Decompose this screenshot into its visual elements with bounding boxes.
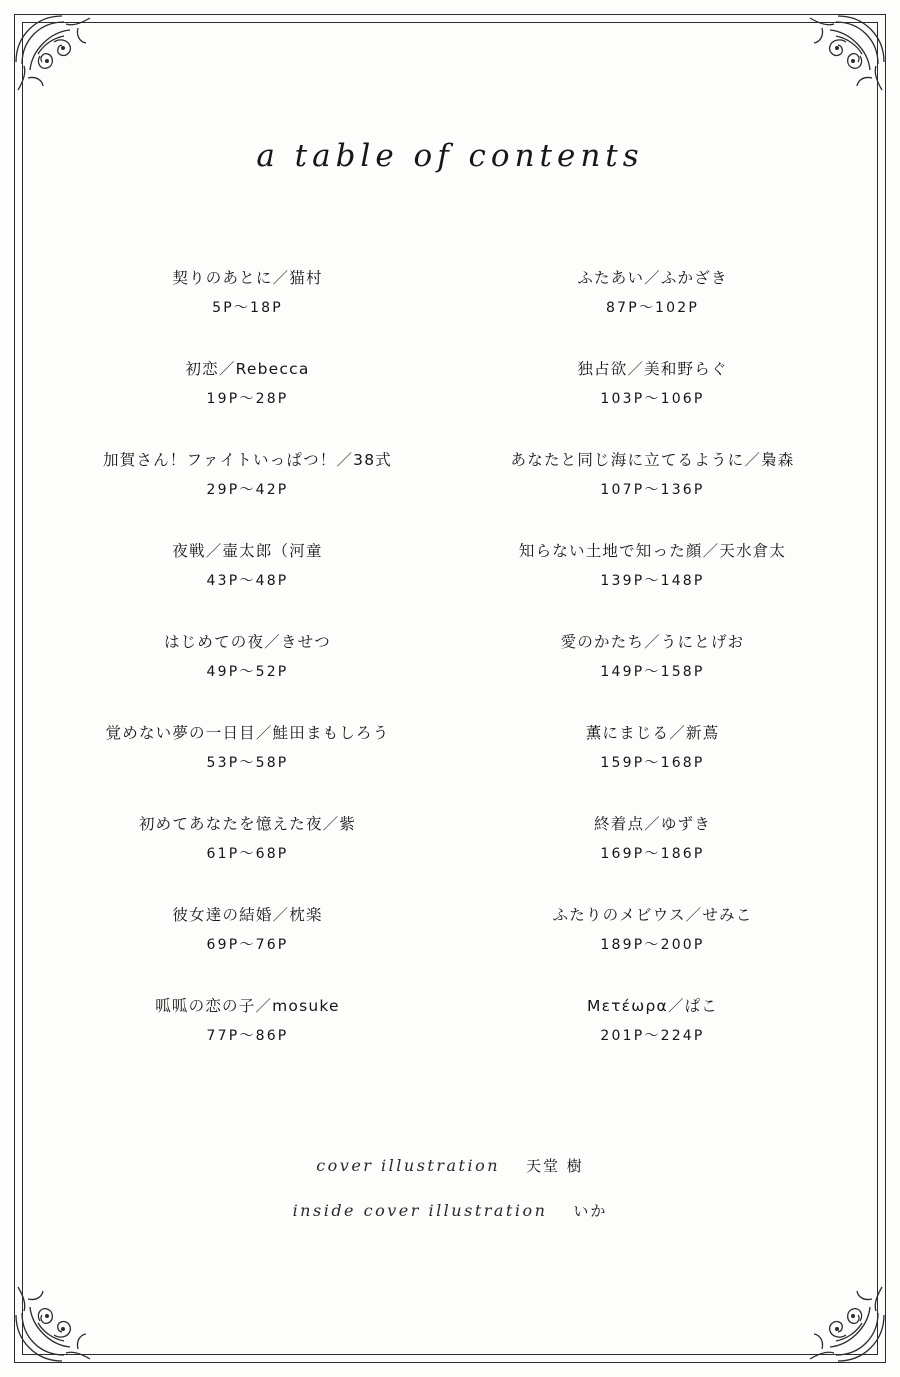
toc-entry-title: 呱呱の恋の子／mosuke — [155, 997, 340, 1015]
toc-entry-title: 契りのあとに／猫村 — [172, 269, 323, 287]
toc-entry — [58, 814, 437, 905]
credit-label: inside cover illustration — [292, 1201, 548, 1220]
toc-entry-pages: 139P〜148P — [600, 573, 705, 590]
toc-entry-pages: 49P〜52P — [206, 664, 289, 681]
toc-entry — [58, 632, 437, 723]
credit-inside-cover-illustration — [0, 1200, 900, 1221]
credit-name: いか — [573, 1202, 608, 1220]
toc-entry-title: 知らない土地で知った顔／天水倉太 — [518, 542, 787, 560]
toc-entry-title: 独占欲／美和野らぐ — [577, 360, 728, 378]
credit-name: 天堂 樹 — [526, 1157, 584, 1175]
toc-entry-pages: 159P〜168P — [600, 755, 705, 772]
toc-entry-pages: 53P〜58P — [206, 755, 289, 772]
toc-entry-pages: 149P〜158P — [600, 664, 705, 681]
toc-entry — [463, 996, 842, 1087]
toc-entry-pages: 87P〜102P — [605, 300, 700, 317]
page-title: a table of contents — [256, 138, 644, 174]
toc-entry-pages: 61P〜68P — [206, 846, 289, 863]
toc-entry-title: 初めてあなたを憶えた夜／紫 — [138, 815, 357, 833]
toc-entry-title: 愛のかたち／うにとげお — [560, 633, 745, 651]
toc-entry-pages: 169P〜186P — [600, 846, 705, 863]
toc-entry-pages: 201P〜224P — [600, 1028, 705, 1045]
toc-entry-pages: 69P〜76P — [206, 937, 289, 954]
toc-entry — [58, 723, 437, 814]
toc-entry — [463, 450, 842, 541]
toc-entry-title: 彼女達の結婚／枕楽 — [172, 906, 323, 924]
toc-entry-title: 初恋／Rebecca — [185, 360, 310, 378]
credit-cover-illustration — [0, 1155, 900, 1176]
toc-entry — [463, 723, 842, 814]
toc-entry-title: ふたりのメビウス／せみこ — [552, 906, 753, 924]
toc-entry — [58, 996, 437, 1087]
toc-entry — [463, 632, 842, 723]
toc-entry-pages: 19P〜28P — [206, 391, 289, 408]
toc-entry — [58, 268, 437, 359]
toc-entry-pages: 107P〜136P — [600, 482, 705, 499]
table-of-contents — [58, 268, 842, 1087]
toc-entry-title: Μετέωρα／ぱこ — [587, 997, 718, 1015]
toc-entry — [463, 268, 842, 359]
credits-block — [0, 1155, 900, 1245]
toc-entry-title: 覚めない夢の一日目／鮭田まもしろう — [105, 724, 390, 742]
toc-entry-title: はじめての夜／きせつ — [163, 633, 331, 651]
toc-entry-title: あなたと同じ海に立てるように／梟森 — [510, 451, 795, 469]
toc-entry — [58, 541, 437, 632]
toc-entry-pages: 189P〜200P — [600, 937, 705, 954]
toc-entry-pages: 103P〜106P — [600, 391, 705, 408]
toc-entry-pages: 29P〜42P — [206, 482, 289, 499]
toc-entry-pages: 43P〜48P — [206, 573, 289, 590]
toc-entry-title: 夜戦／壷太郎（河童 — [172, 542, 323, 560]
credit-label: cover illustration — [316, 1156, 501, 1175]
toc-entry-title: ふたあい／ふかざき — [577, 269, 728, 287]
toc-entry-pages: 77P〜86P — [206, 1028, 289, 1045]
toc-entry-title: 終着点／ゆずき — [594, 815, 711, 833]
toc-entry — [463, 359, 842, 450]
toc-entry — [463, 541, 842, 632]
toc-entry — [58, 905, 437, 996]
toc-entry — [58, 450, 437, 541]
toc-entry-title: 加賀さん！ファイトいっぱつ！／38式 — [102, 451, 392, 469]
toc-entry-pages: 5P〜18P — [212, 300, 283, 317]
toc-entry — [58, 359, 437, 450]
toc-entry — [463, 905, 842, 996]
toc-entry — [463, 814, 842, 905]
toc-entry-title: 薫にまじる／新蔦 — [585, 724, 720, 742]
